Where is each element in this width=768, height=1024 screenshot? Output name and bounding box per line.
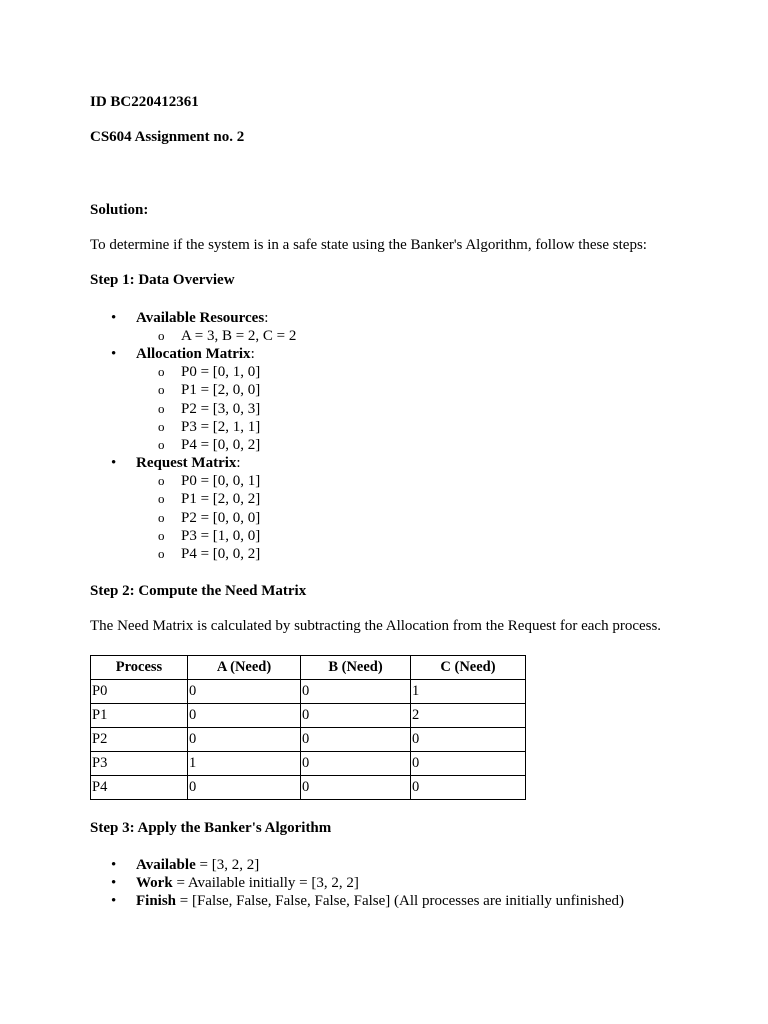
- column-header: C (Need): [411, 656, 526, 680]
- table-cell: P4: [91, 776, 188, 800]
- step1-heading: Step 1: Data Overview: [90, 272, 235, 288]
- list-item: • Allocation Matrix:: [111, 346, 255, 362]
- table-cell: 0: [411, 752, 526, 776]
- table-cell: 0: [188, 776, 301, 800]
- table-cell: P0: [91, 680, 188, 704]
- course-title: CS604 Assignment no. 2: [90, 129, 245, 145]
- table-cell: 0: [188, 680, 301, 704]
- list-item: o P1 = [2, 0, 2]: [158, 491, 261, 507]
- bullet-icon: •: [111, 893, 117, 909]
- list-item: o P0 = [0, 1, 0]: [158, 364, 261, 380]
- list-item: • Request Matrix:: [111, 455, 241, 471]
- list-item: o P4 = [0, 0, 2]: [158, 546, 261, 562]
- step2-paragraph: The Need Matrix is calculated by subtracting the Allocation from the Request for each process.: [90, 618, 662, 634]
- list-item: o A = 3, B = 2, C = 2: [158, 328, 297, 344]
- bullet-icon: •: [111, 875, 117, 891]
- solution-heading: Solution:: [90, 202, 149, 218]
- list-item: • Work = Available initially = [3, 2, 2]: [111, 875, 359, 891]
- step3-heading: Step 3: Apply the Banker's Algorithm: [90, 820, 332, 836]
- column-header: A (Need): [188, 656, 301, 680]
- sub-bullet-icon: o: [158, 546, 165, 561]
- table-row: [91, 728, 526, 752]
- table-cell: 1: [188, 752, 301, 776]
- list-item: o P4 = [0, 0, 2]: [158, 437, 261, 453]
- list-item: o P3 = [1, 0, 0]: [158, 528, 261, 544]
- table-cell: 0: [301, 704, 411, 728]
- bullet-icon: •: [111, 310, 117, 326]
- sub-bullet-icon: o: [158, 419, 165, 434]
- intro-paragraph: To determine if the system is in a safe state using the Banker's Algorithm, follow these steps:: [90, 237, 647, 253]
- sub-bullet-icon: o: [158, 364, 165, 379]
- list-item: • Finish = [False, False, False, False, False] (All processes are initially unfinished): [111, 893, 624, 909]
- table-row: [91, 776, 526, 800]
- student-id: ID BC220412361: [90, 94, 199, 110]
- sub-bullet-icon: o: [158, 328, 165, 343]
- step2-heading: Step 2: Compute the Need Matrix: [90, 583, 307, 599]
- table-cell: 2: [411, 704, 526, 728]
- sub-bullet-icon: o: [158, 473, 165, 488]
- list-item: o P1 = [2, 0, 0]: [158, 382, 261, 398]
- list-item: o P0 = [0, 0, 1]: [158, 473, 261, 489]
- column-header: B (Need): [301, 656, 411, 680]
- sub-bullet-icon: o: [158, 437, 165, 452]
- list-item: o P3 = [2, 1, 1]: [158, 419, 261, 435]
- table-cell: 0: [411, 776, 526, 800]
- table-row: [91, 680, 526, 704]
- list-item: • Available = [3, 2, 2]: [111, 857, 260, 873]
- sub-bullet-icon: o: [158, 510, 165, 525]
- bullet-icon: •: [111, 857, 117, 873]
- table-cell: 0: [301, 776, 411, 800]
- table-cell: 0: [188, 704, 301, 728]
- table-cell: P3: [91, 752, 188, 776]
- table-cell: 0: [301, 728, 411, 752]
- table-header-row: [91, 656, 526, 680]
- sub-bullet-icon: o: [158, 401, 165, 416]
- table-cell: 0: [301, 680, 411, 704]
- bullet-icon: •: [111, 346, 117, 362]
- sub-bullet-icon: o: [158, 491, 165, 506]
- table-cell: P1: [91, 704, 188, 728]
- table-row: [91, 704, 526, 728]
- sub-bullet-icon: o: [158, 382, 165, 397]
- list-item: o P2 = [0, 0, 0]: [158, 510, 261, 526]
- list-item: o P2 = [3, 0, 3]: [158, 401, 261, 417]
- table-cell: 1: [411, 680, 526, 704]
- list-item: • Available Resources:: [111, 310, 269, 326]
- table-cell: P2: [91, 728, 188, 752]
- need-matrix-table: [90, 655, 526, 800]
- bullet-icon: •: [111, 455, 117, 471]
- table-row: [91, 752, 526, 776]
- table-cell: 0: [411, 728, 526, 752]
- column-header: Process: [91, 656, 188, 680]
- table-cell: 0: [188, 728, 301, 752]
- table-cell: 0: [301, 752, 411, 776]
- sub-bullet-icon: o: [158, 528, 165, 543]
